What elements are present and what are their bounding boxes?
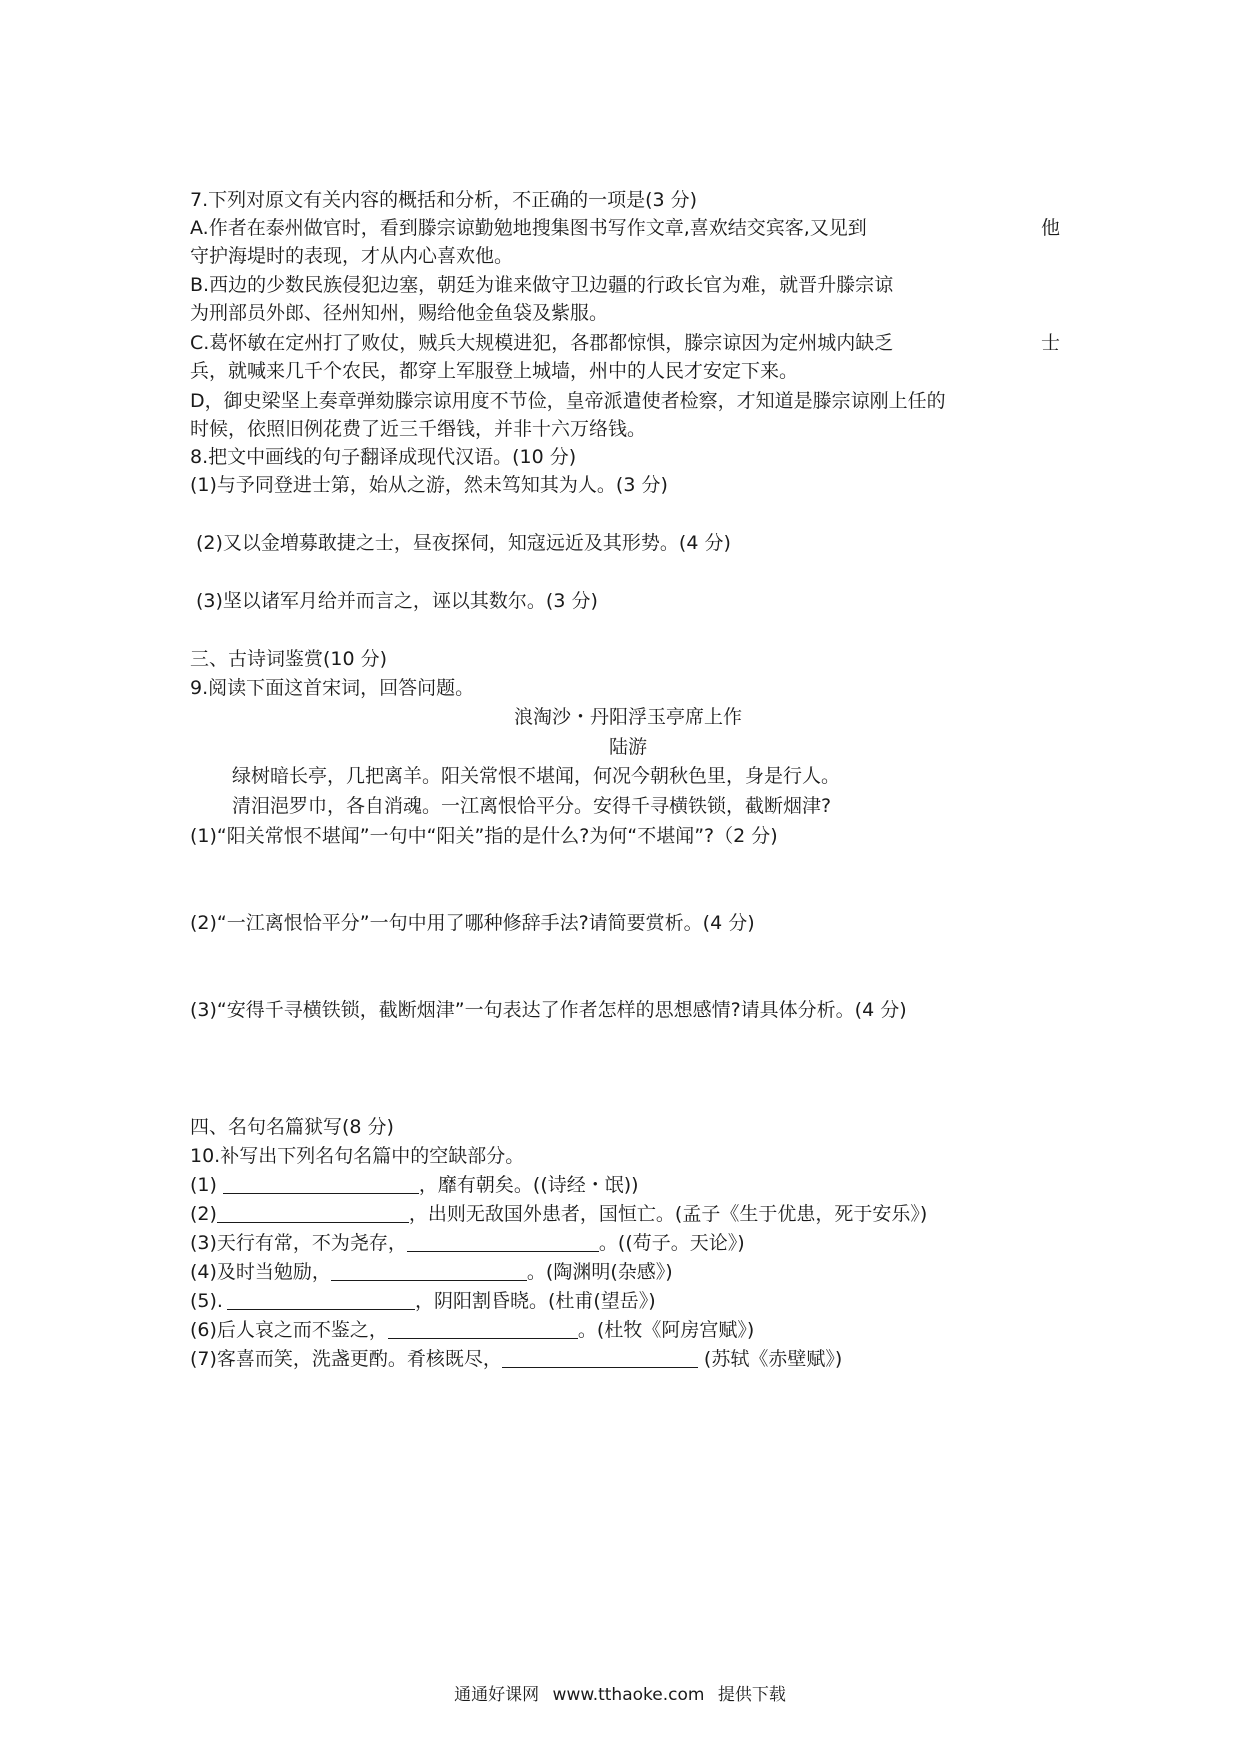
fill-item-1: (1) ，靡有朝矣。((诗经・氓)) — [190, 1174, 639, 1196]
q8-sentence-2: (2)又以金増募敢捷之士，昼夜探伺，知寇远近及其形势。(4 分) — [196, 532, 731, 554]
section-3-heading: 三、古诗词鉴赏(10 分) — [190, 648, 388, 670]
q7-option-b-line1: B.西边的少数民族侵犯边塞，朝廷为谁来做守卫边疆的行政长官为难，就晋升滕宗谅 — [190, 274, 894, 296]
q7-option-d-line1: D，御史梁坚上奏章弹劾滕宗谅用度不节俭，皇帝派遣使者检察，才知道是滕宗谅刚上任的 — [190, 390, 946, 412]
fill-item-4: (4)及时当勉励， 。(陶渊明(杂感》) — [190, 1261, 673, 1283]
q8-sentence-1: (1)与予同登进士第，始从之游，然未笃知其为人。(3 分) — [190, 474, 668, 496]
footer-suffix: 提供下载 — [717, 1685, 786, 1705]
q9-sub-1: (1)“阳关常恨不堪闻”一句中“阳关”指的是什么?为何“不堪闻”?（2 分) — [190, 825, 778, 847]
q7-option-a-line1 — [190, 215, 1060, 241]
answer-blank-6[interactable] — [388, 1318, 578, 1339]
poem-author: 陆游 — [608, 736, 647, 758]
fill-item-7: (7)客喜而笑，洗盏更酌。肴核既尽， (苏轼《赤壁赋》) — [190, 1348, 843, 1370]
q7-option-d-line2: 时候，依照旧例花费了近三千缗钱，并非十六万络钱。 — [190, 418, 647, 440]
poem-line-2: 清泪浥罗巾，各自消魂。一江离恨恰平分。安得千寻横铁锁，截断烟津? — [232, 795, 832, 817]
fill-item-6: (6)后人哀之而不鉴之， 。(杜牧《阿房宫赋》) — [190, 1319, 755, 1341]
q7-option-a-text: A.作者在泰州做官时，看到滕宗谅勤勉地搜集图书写作文章,喜欢结交宾客,又见到 — [190, 217, 867, 239]
answer-blank-2[interactable] — [217, 1202, 409, 1223]
answer-blank-4[interactable] — [331, 1260, 527, 1281]
q8-stem: 8.把文中画线的句子翻译成现代汉语。(10 分) — [190, 446, 577, 468]
answer-blank-5[interactable] — [227, 1289, 415, 1310]
q7-option-c-tail: 士 — [1040, 332, 1060, 354]
q7-option-c-text: C.葛怀敏在定州打了败仗，贼兵大规模进犯，各郡都惊惧，滕宗谅因为定州城内缺乏 — [190, 332, 894, 354]
q7-stem: 7.下列对原文有关内容的概括和分析，不正确的一项是(3 分) — [190, 189, 698, 211]
poem-line-1: 绿树暗长亭，几把离羊。阳关常恨不堪闻，何况今朝秋色里，身是行人。 — [232, 765, 841, 787]
q9-sub-2: (2)“一江离恨恰平分”一句中用了哪种修辞手法?请简要赏析。(4 分) — [190, 912, 755, 934]
footer-url-link[interactable]: www.tthaoke.com — [552, 1685, 705, 1705]
q9-stem: 9.阅读下面这首宋词，回答问题。 — [190, 677, 475, 699]
fill-item-5: (5). ，阴阳割昏晓。(杜甫(望岳》) — [190, 1290, 656, 1312]
answer-blank-1[interactable] — [223, 1173, 419, 1194]
section-4-heading: 四、名句名篇狱写(8 分) — [190, 1116, 394, 1138]
q7-option-a-tail: 他 — [1040, 217, 1060, 239]
q9-sub-3: (3)“安得千寻横铁锁，截断烟津”一句表达了作者怎样的思想感情?请具体分析。(4 分) — [190, 999, 907, 1021]
q7-option-c-line1 — [190, 330, 1060, 356]
answer-blank-3[interactable] — [407, 1231, 599, 1252]
q8-sentence-3: (3)坚以诸军月给并而言之，诬以其数尔。(3 分) — [196, 590, 598, 612]
poem-title: 浪淘沙・丹阳浮玉亭席上作 — [513, 706, 742, 728]
q10-stem: 10.补写出下列名句名篇中的空缺部分。 — [190, 1145, 525, 1167]
page-footer — [0, 1680, 1240, 1705]
fill-item-2: (2) ，出则无敌国外患者，国恒亡。(孟子《生于优患，死于安乐》) — [190, 1203, 928, 1225]
footer-site-name: 通通好课网 — [454, 1685, 540, 1705]
q7-option-b-line2: 为刑部员外郎、径州知州，赐给他金鱼袋及紫服。 — [190, 302, 609, 324]
answer-blank-7[interactable] — [502, 1347, 698, 1368]
q7-option-a-line2: 守护海堤时的表现，才从内心喜欢他。 — [190, 245, 514, 267]
fill-item-3: (3)天行有常，不为尧存， 。((苟子。天论》) — [190, 1232, 745, 1254]
q7-option-c-line2: 兵，就喊来几千个农民，都穿上军服登上城墙，州中的人民才安定下来。 — [190, 360, 799, 382]
